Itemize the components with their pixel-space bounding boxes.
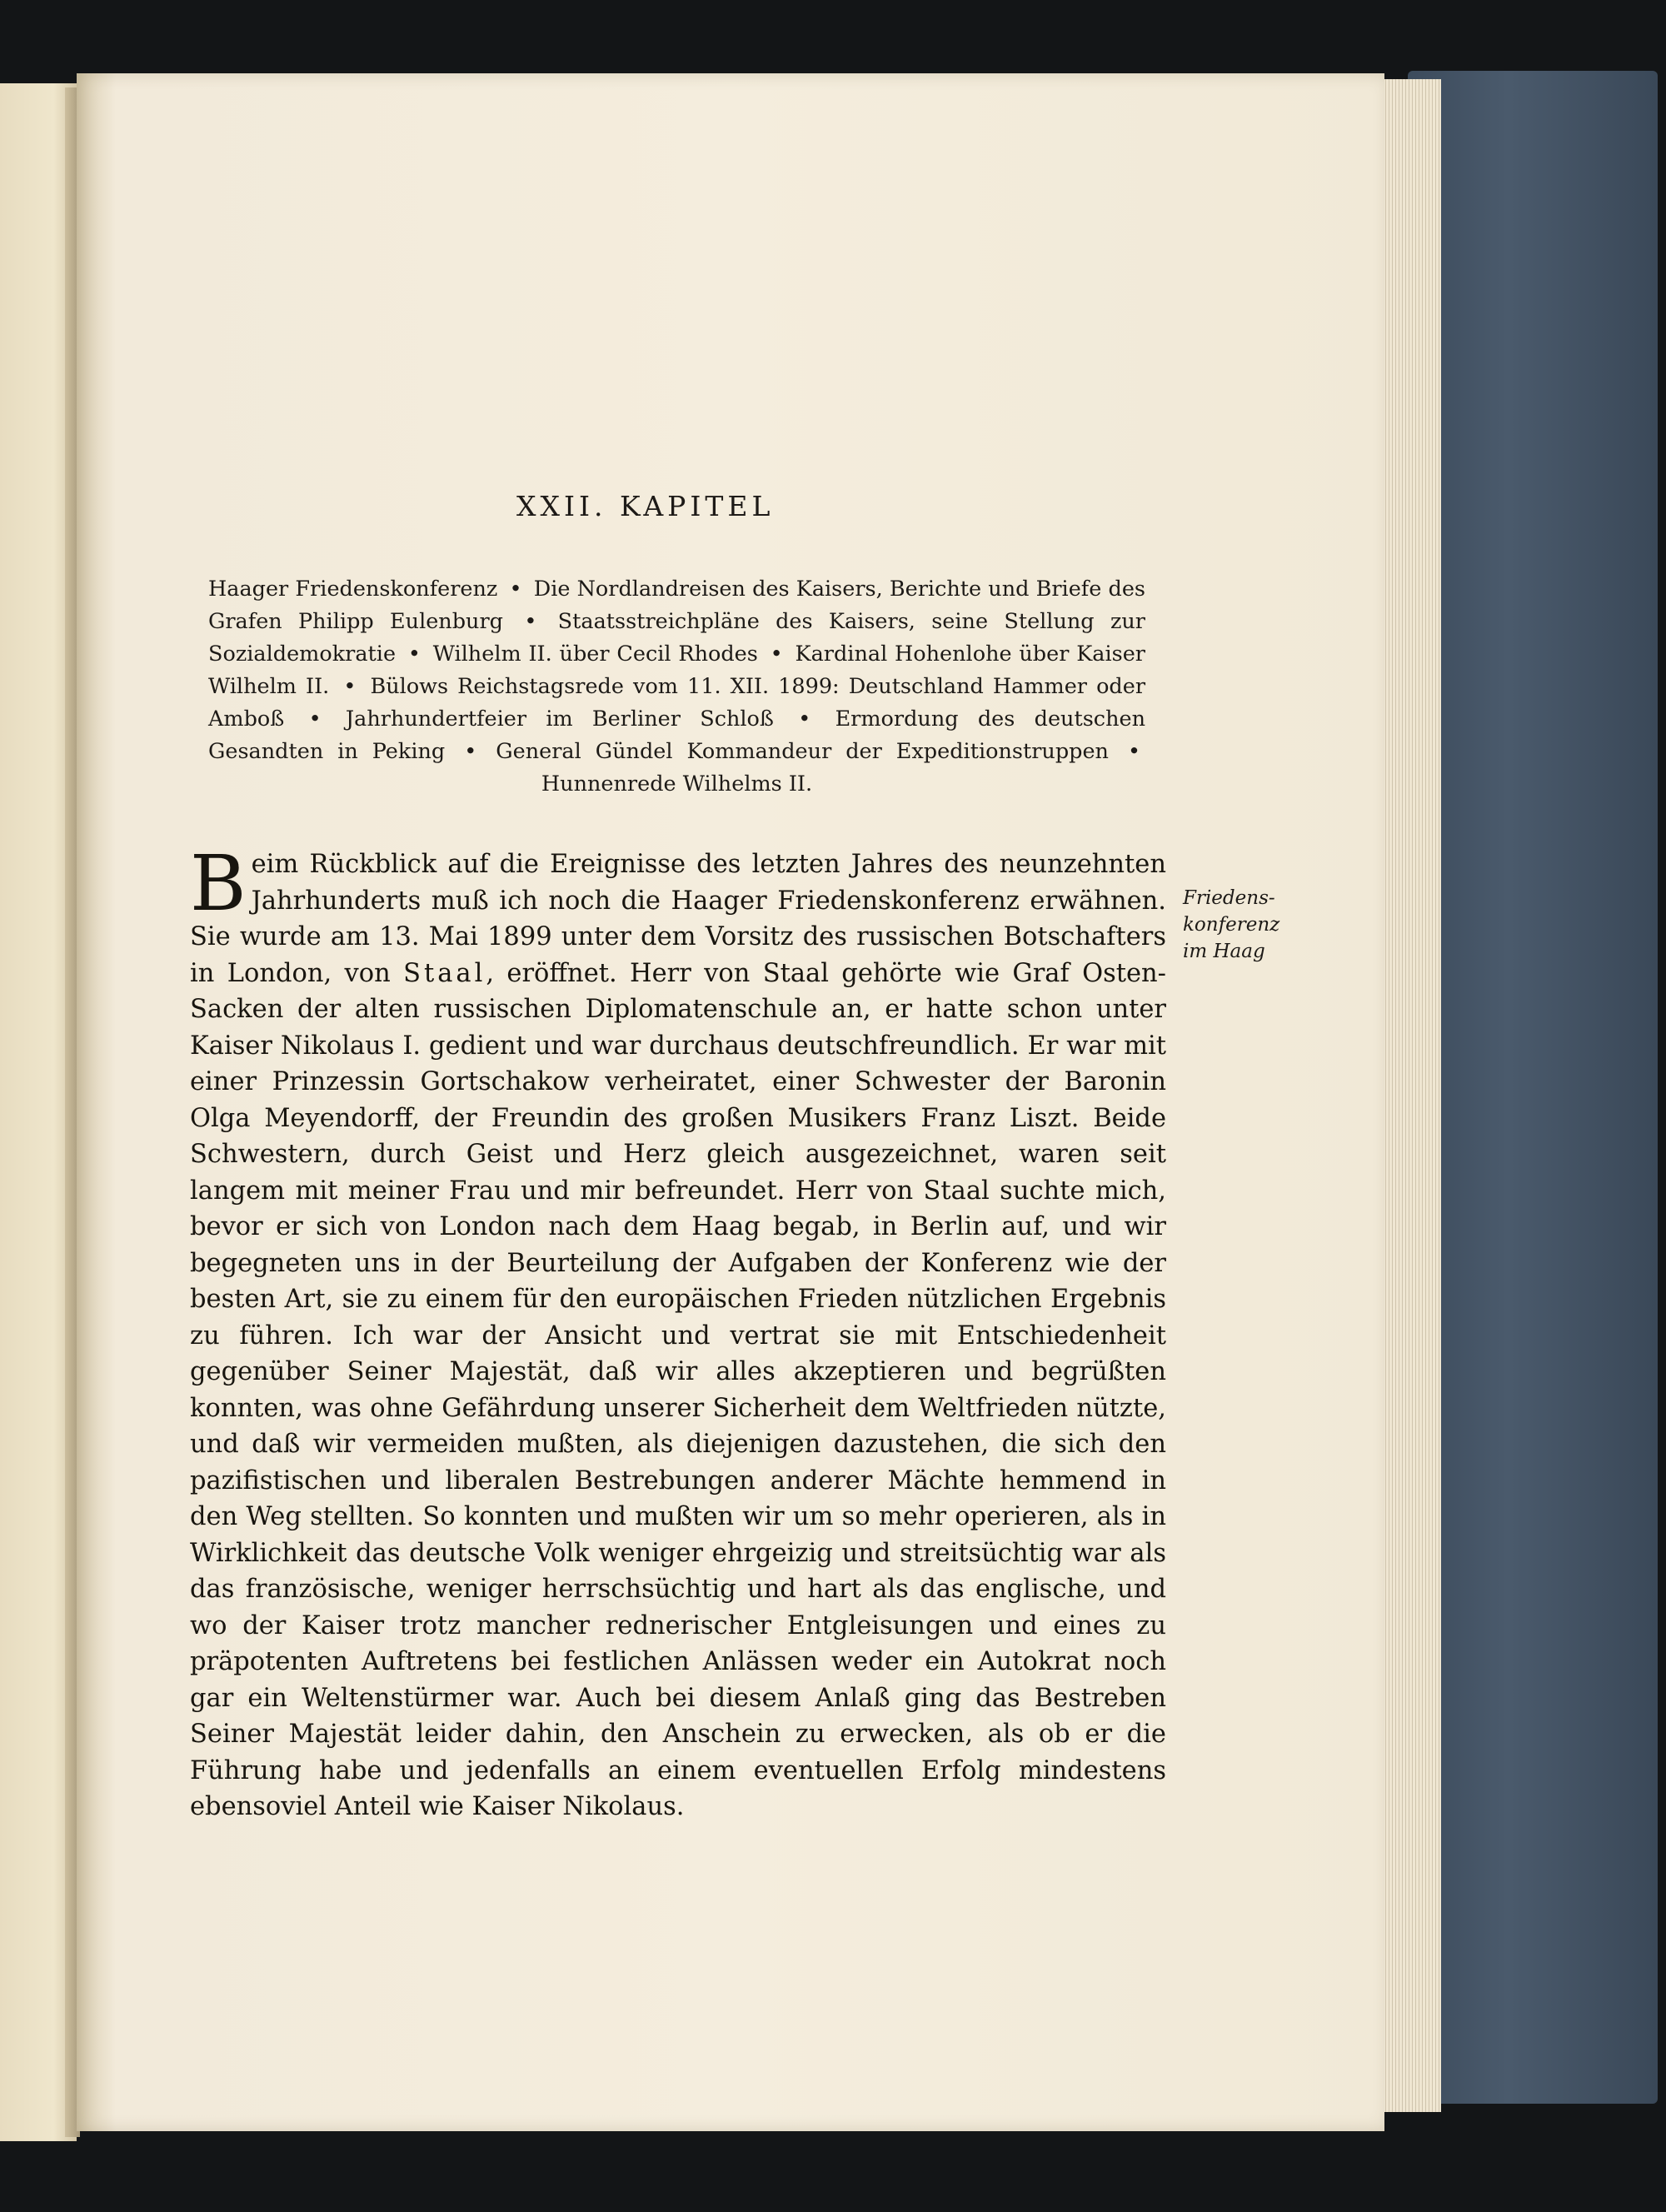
book-cover [1408, 71, 1658, 2104]
body-text-part2: , eröffnet. Herr von Staal gehörte wie Graf Osten-Sacken der alten russischen Diplomatenschule an, er hatte schon unter Kaiser Nikolaus I. gedient und war durchaus deutschfreundlich. Er war mit einer Prinzessin Gortschakow verheiratet, einer Schwester der Baronin Olga Meyendorff, der Freundin des großen Musikers Franz Liszt. Beide Schwestern, durch Geist und Herz gleich ausgezeichnet, waren seit langem mit meiner Frau und mir befreundet. Herr von Staal suchte mich, bevor er sich von London nach dem Haag begab, in Berlin auf, und wir begegneten uns in der Beurteilung der Aufgaben der Konferenz wie der besten Art, sie zu einem für den europäischen Frieden nützlichen Ergebnis zu führen. Ich war der Ansicht und vertrat sie mit Entschiedenheit gegenüber Seiner Majestät, daß wir alles akzeptieren und begrüßten konnten, was ohne Gefährdung unserer Sicherheit dem Weltfrieden nützte, und daß wir vermeiden mußten, als diejenigen dazustehen, die sich den pazifistischen und liberalen Bestrebungen anderer Mächte hemmend in den Weg stellten. So konnten und mußten wir um so mehr operieren, als in Wirklichkeit das deutsche Volk weniger ehrgeizig und streitsüchtig war als das französische, weniger herrschsüchtig und hart als das englische, und wo der Kaiser trotz mancher rednerischer Entgleisungen und eines zu präpotenten Auftretens bei festlichen Anlässen weder ein Autokrat noch gar ein Weltenstürmer war. Auch bei diesem Anlaß ging das Bestreben Seiner Majestät leider dahin, den Anschein zu erwecken, als ob er die Führung habe und jedenfalls an einem eventuellen Erfolg mindestens ebensoviel Anteil wie Kaiser Nikolaus. [190, 958, 1166, 1821]
chapter-summary [208, 573, 1145, 801]
body-text-part1: eim Rückblick auf die Ereignisse des letzten Jahres des neunzehnten Jahrhunderts muß ich noch die Haager Friedenskonferenz erwähnen. Sie wurde am 13. Mai 1899 unter dem Vorsitz des russischen Botschafters in London, von [190, 850, 1166, 988]
summary-item: Bülows Reichstagsrede vom 11. XII. 1899: Deutschland Hammer oder Amboß [208, 674, 1146, 732]
body-paragraph [190, 839, 1166, 1825]
separator-dot: • [798, 707, 811, 732]
summary-item: General Gündel Kommandeur der Expeditionstruppen [496, 739, 1109, 764]
separator-dot: • [770, 642, 783, 667]
separator-dot: • [407, 642, 421, 667]
separator-dot: • [524, 609, 537, 634]
chapter-title: XXII. KAPITEL [516, 490, 775, 522]
separator-dot: • [343, 674, 357, 699]
summary-item: Kardinal Hohenlohe über Kaiser Wilhelm II. [208, 642, 1145, 699]
marginal-note-line: Friedens- [1183, 887, 1275, 909]
marginal-note [1183, 885, 1279, 965]
separator-dot: • [308, 707, 322, 732]
separator-dot: • [1127, 739, 1141, 764]
drop-cap: B [190, 839, 247, 928]
summary-item: Wilhelm II. über Cecil Rhodes [432, 642, 758, 667]
name-staal: Staal [403, 958, 486, 988]
summary-item: Jahrhundertfeier im Berliner Schloß [345, 707, 774, 732]
separator-dot: • [509, 577, 522, 602]
summary-item: Haager Friedenskonferenz [208, 577, 498, 602]
summary-item: Staatsstreichpläne des Kaisers, seine Stellung zur Sozialdemokratie [208, 609, 1145, 667]
separator-dot: • [464, 739, 477, 764]
marginal-note-line: konferenz [1183, 914, 1280, 936]
marginal-note-line: im Haag [1183, 941, 1265, 962]
summary-item: Die Nordlandreisen des Kaisers, Berichte und Briefe des Grafen Philipp Eulenburg [208, 577, 1146, 634]
summary-item: Hunnenrede Wilhelms II. [541, 771, 813, 796]
summary-item: Ermordung des deutschen Gesandten in Peking [208, 707, 1146, 764]
